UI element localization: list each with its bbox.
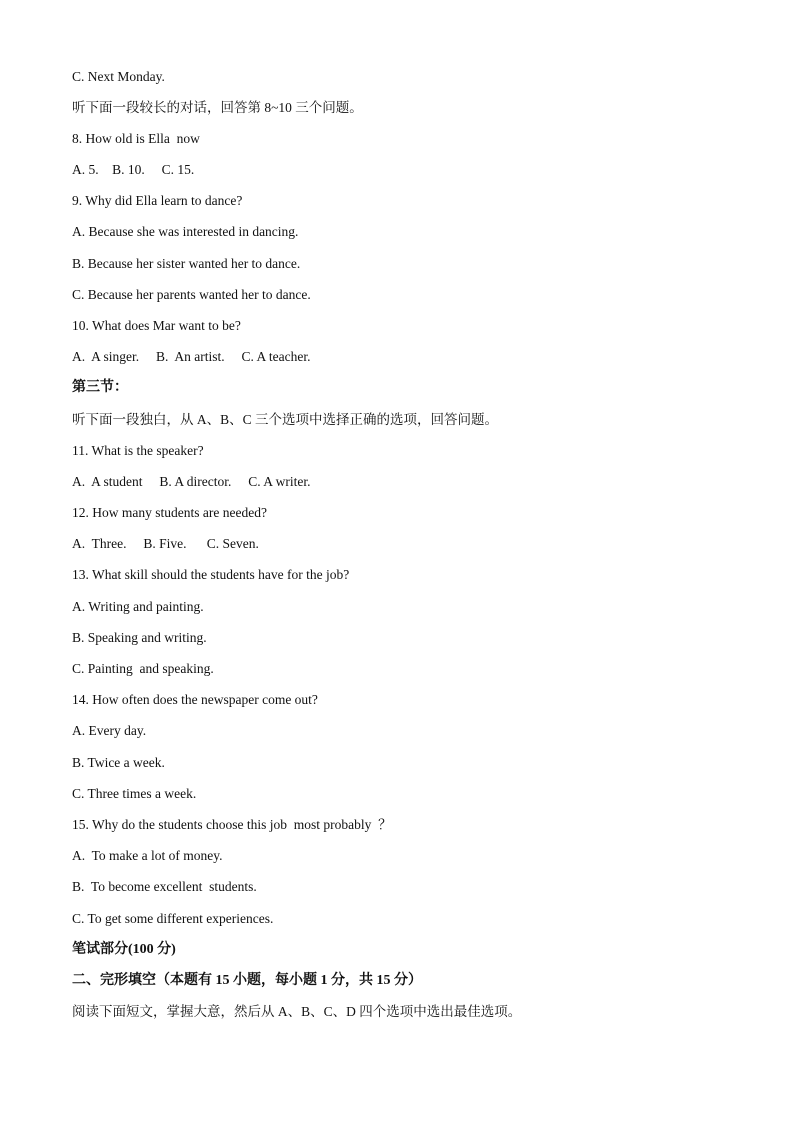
text-line: C. Next Monday. (72, 69, 165, 84)
question-12-options: A. Three. B. Five. C. Seven. (72, 536, 259, 551)
question-13-option-b: B. Speaking and writing. (72, 630, 207, 645)
question-14-option-b: B. Twice a week. (72, 755, 165, 770)
question-13-option-c: C. Painting and speaking. (72, 661, 214, 676)
section-heading: 二、完形填空（本题有 15 小题，每小题 1 分，共 15 分） (72, 973, 422, 988)
section-heading: 第三节： (72, 380, 128, 395)
section-instruction: 听下面一段较长的对话，回答第 8~10 三个问题。 (72, 100, 363, 115)
question-15-option-c: C. To get some different experiences. (72, 911, 274, 926)
question-8: 8. How old is Ella now (72, 131, 200, 146)
section-instruction: 阅读下面短文，掌握大意，然后从 A、B、C、D 四个选项中选出最佳选项。 (72, 1004, 522, 1019)
question-14-option-a: A. Every day. (72, 723, 147, 738)
question-14: 14. How often does the newspaper come out? (72, 692, 318, 707)
question-15-option-b: B. To become excellent students. (72, 879, 257, 894)
question-13-option-a: A. Writing and painting. (72, 599, 204, 614)
question-12: 12. How many students are needed? (72, 505, 267, 520)
section-instruction: 听下面一段独白，从 A、B、C 三个选项中选择正确的选项，回答问题。 (72, 412, 499, 427)
question-9-option-c: C. Because her parents wanted her to dance. (72, 287, 311, 302)
section-heading: 笔试部分(100 分) (72, 942, 176, 957)
question-9-option-a: A. Because she was interested in dancing. (72, 224, 299, 239)
question-10: 10. What does Mar want to be? (72, 318, 241, 333)
question-9-option-b: B. Because her sister wanted her to dance. (72, 256, 301, 271)
question-11-options: A. A student B. A director. C. A writer. (72, 474, 311, 489)
question-15: 15. Why do the students choose this job most probably ？ (72, 817, 392, 832)
question-10-options: A. A singer. B. An artist. C. A teacher. (72, 349, 311, 364)
question-8-options: A. 5. B. 10. C. 15. (72, 162, 195, 177)
question-13: 13. What skill should the students have for the job? (72, 567, 350, 582)
question-11: 11. What is the speaker? (72, 443, 204, 458)
question-15-option-a: A. To make a lot of money. (72, 848, 223, 863)
question-14-option-c: C. Three times a week. (72, 786, 197, 801)
question-9: 9. Why did Ella learn to dance? (72, 193, 243, 208)
